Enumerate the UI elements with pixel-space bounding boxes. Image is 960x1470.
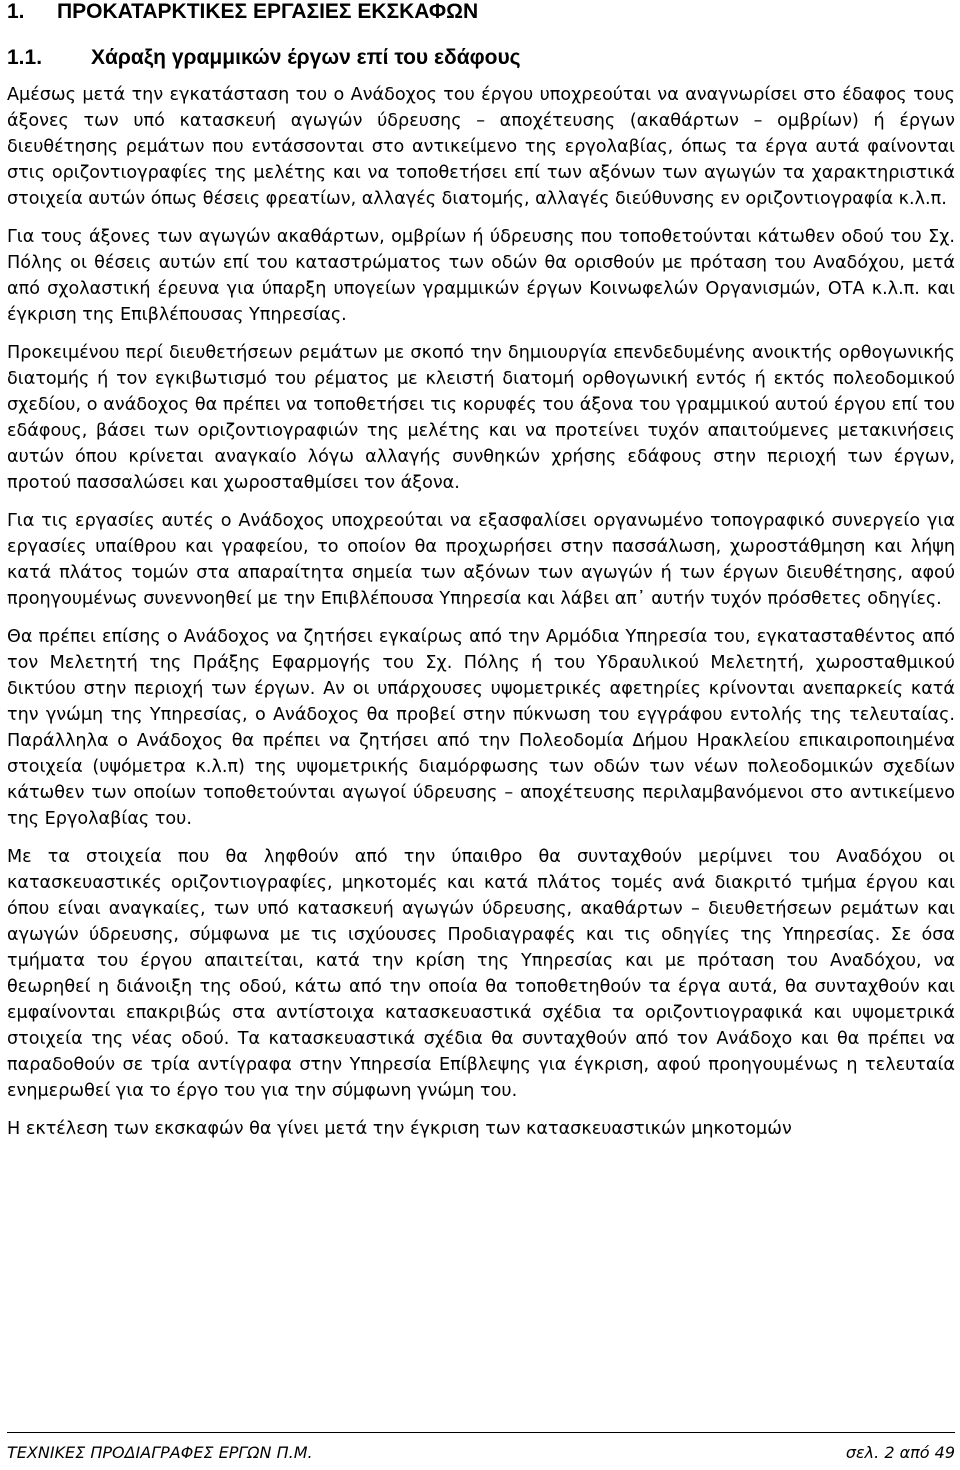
subsection-number: 1.1. [7,46,43,69]
footer-page-number: σελ. 2 από 49 [845,1443,955,1462]
paragraph: Η εκτέλεση των εκσκαφών θα γίνει μετά την έγκριση των κατασκευαστικών μηκοτομών [7,1119,792,1139]
section-heading [7,0,478,24]
paragraph: Για τις εργασίες αυτές ο Ανάδοχος υποχρεούται να εξασφαλίσει οργανωμένο τοπογραφικό συνεργείο για εργασίες υπαίθρου και γραφείου, το οποίον θα προχωρήσει στην πασσάλωση, χωροστάθμηση και λήψη κατά πλάτος τομών στα απαραίτητα σημεία των αξόνων των αγωγών ή των έργων διευθέτησης, αφού προηγουμένως συνεννοηθεί με την Επιβλέπουσα Υπηρεσία και λάβει απ᾽ αυτήν τυχόν πρόσθετες οδηγίες. [7,511,955,609]
body-text [7,82,955,1154]
paragraph: Με τα στοιχεία που θα ληφθούν από την ύπαιθρο θα συνταχθούν μερίμνει του Αναδόχου οι κατασκευαστικές οριζοντιογραφίες, μηκοτομές και κατά πλάτος τομές ανά διακριτό τμήμα έργου και όπου είναι αναγκαίες, των υπό κατασκευή αγωγών ύδρευσης, ακαθάρτων – διευθετήσεων ρεμάτων και αγωγών ύδρευσης, σύμφωνα με τις ισχύουσες Προδιαγραφές και τις οδηγίες της Υπηρεσίας. Σε όσα τμήματα του έργου απαιτείται, κατά την κρίση της Υπηρεσίας και με πρόταση του Αναδόχου, να θεωρηθεί η διάνοιξη της οδού, κάτω από την οποία θα τοποθετηθούν τα έργα αυτά, θα συνταχθούν και εμφαίνονται επακριβώς στα αντίστοιχα κατασκευαστικά σχέδια τα οριζοντιογραφικά και υψομετρικά στοιχεία της νέας οδού. Τα κατασκευαστικά σχέδια θα συνταχθούν από τον Ανάδοχο και θα πρέπει να παραδοθούν σε τρία αντίγραφα στην Υπηρεσία Επίβλεψης για έγκριση, αφού προηγουμένως η τελευταία ενημερωθεί για το έργο του για την σύμφωνη γνώμη του. [7,847,955,1101]
paragraph: Θα πρέπει επίσης ο Ανάδοχος να ζητήσει εγκαίρως από την Αρμόδια Υπηρεσία του, εγκατασταθέντος από τον Μελετητή της Πράξης Εφαρμογής του Σχ. Πόλης ή του Υδραυλικού Μελετητή, χωροσταθμικού δικτύου στην περιοχή των έργων. Αν οι υπάρχουσες υψομετρικές αφετηρίες κρίνονται ανεπαρκείς κατά την γνώμη της Υπηρεσίας, ο Ανάδοχος θα προβεί στην πύκνωση του εγγράφου εντολής της τελευταίας. Παράλληλα ο Ανάδοχος θα πρέπει να ζητήσει από την Πολεοδομία Δήμου Ηρακλείου επικαιροποιημένα στοιχεία (υψόμετρα κ.λ.π) της υψομετρικής διαμόρφωσης των οδών των νέων πολεοδομικών σχεδίων κάτωθεν των οποίων τοποθετούνται αγωγοί ύδρευσης – αποχέτευσης περιλαμβανόμενοι στο αντικείμενο της Εργολαβίας του. [7,627,955,829]
paragraph: Προκειμένου περί διευθετήσεων ρεμάτων με σκοπό την δημιουργία επενδεδυμένης ανοικτής ορθογωνικής διατομής ή τον εγκιβωτισμό του ρέματος με κλειστή διατομή ορθογωνική εντός ή εκτός πολεοδομικού σχεδίου, ο ανάδοχος θα πρέπει να τοποθετήσει τις κορυφές του άξονα του γραμμικού αυτού έργου επί του εδάφους, βάσει των οριζοντιογραφιών της μελέτης και να προτείνει τυχόν απαιτούμενες μετακινήσεις αυτών όπου κρίνεται αναγκαίο λόγω αλλαγής συνθηκών χρήσης εδάφους στην περιοχή των έργων, προτού πασσαλώσει και χωροσταθμίσει τον άξονα. [7,343,955,493]
section-number: 1. [7,0,25,23]
footer-document-title: ΤΕΧΝΙΚΕΣ ΠΡΟΔΙΑΓΡΑΦΕΣ ΕΡΓΩΝ Π.Μ. [7,1443,313,1462]
paragraph: Αμέσως μετά την εγκατάσταση του ο Ανάδοχος του έργου υποχρεούται να αναγνωρίσει στο έδαφος τους άξονες των υπό κατασκευή αγωγών ύδρευσης – αποχέτευσης (ακαθάρτων – ομβρίων) ή έργων διευθέτησης ρεμάτων που εντάσσονται στο αντικείμενο της εργολαβίας, όπως τα έργα αυτά φαίνονται στις οριζοντιογραφίες της μελέτης και να τοποθετήσει επί των αξόνων των αγωγών τα χαρακτηριστικά στοιχεία αυτών όπως θέσεις φρεατίων, αλλαγές διατομής, αλλαγές διεύθυνσης εν οριζοντιογραφία κ.λ.π. [7,85,955,209]
subsection-title: Χάραξη γραμμικών έργων επί του εδάφους [91,46,521,69]
subsection-heading [7,45,521,71]
page-footer [7,1432,955,1462]
paragraph: Για τους άξονες των αγωγών ακαθάρτων, ομβρίων ή ύδρευσης που τοποθετούνται κάτωθεν οδού του Σχ. Πόλης οι θέσεις αυτών επί του καταστρώματος των οδών θα ορισθούν με πρόταση του Αναδόχου, μετά από σχολαστική έρευνα για ύπαρξη υπογείων γραμμικών έργων Κοινωφελών Οργανισμών, ΟΤΑ κ.λ.π. και έγκριση της Επιβλέπουσας Υπηρεσίας. [7,227,955,325]
section-title: ΠΡΟΚΑΤΑΡΚΤΙΚΕΣ ΕΡΓΑΣΙΕΣ ΕΚΣΚΑΦΩΝ [57,0,479,23]
